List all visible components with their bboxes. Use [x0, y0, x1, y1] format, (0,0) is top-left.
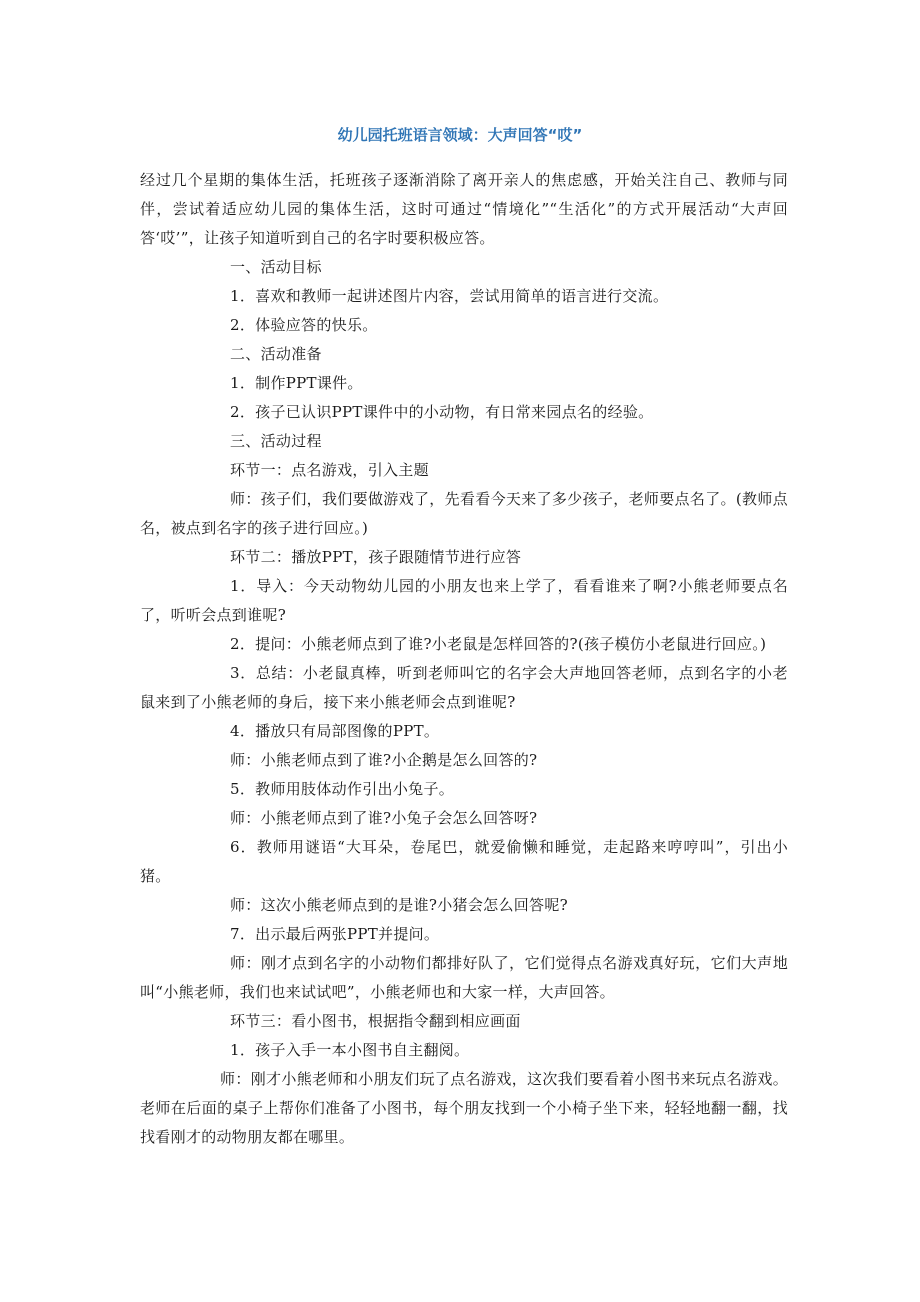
paragraph: 4．播放只有局部图像的PPT。 — [230, 722, 440, 740]
section-heading-goals: 一、活动目标 — [230, 258, 322, 276]
step-heading: 环节二：播放PPT，孩子跟随情节进行应答 — [230, 548, 522, 566]
paragraph: 师：刚才小熊老师和小朋友们玩了点名游戏，这次我们要看着小图书来玩点名游戏。老师在后面的桌子上帮你们准备了小图书，每个朋友找到一个小椅子坐下来，轻轻地翻一翻，找找看刚才的动物朋友都在哪里。 — [140, 1070, 788, 1146]
paragraph: 3．总结：小老鼠真棒，听到老师叫它的名字会大声地回答老师，点到名字的小老鼠来到了小熊老师的身后，接下来小熊老师会点到谁呢? — [140, 664, 788, 711]
paragraph: 师：这次小熊老师点到的是谁?小猪会怎么回答呢? — [230, 896, 568, 914]
paragraph: 师：小熊老师点到了谁?小兔子会怎么回答呀? — [230, 809, 538, 827]
section-heading-preparation: 二、活动准备 — [230, 345, 322, 363]
document-title: 幼儿园托班语言领域：大声回答“哎” — [337, 126, 583, 144]
paragraph: 师：小熊老师点到了谁?小企鹅是怎么回答的? — [230, 751, 538, 769]
list-item: 1．喜欢和教师一起讲述图片内容，尝试用简单的语言进行交流。 — [230, 287, 669, 305]
list-item: 2．体验应答的快乐。 — [230, 316, 378, 334]
paragraph: 师：孩子们，我们要做游戏了，先看看今天来了多少孩子，老师要点名了。(教师点名，被点到名字的孩子进行回应。) — [140, 490, 788, 537]
step-heading: 环节三：看小图书，根据指令翻到相应画面 — [230, 1012, 521, 1030]
list-item: 2．孩子已认识PPT课件中的小动物，有日常来园点名的经验。 — [230, 403, 654, 421]
paragraph: 1．孩子入手一本小图书自主翻阅。 — [230, 1041, 470, 1059]
paragraph: 1．导入：今天动物幼儿园的小朋友也来上学了，看看谁来了啊?小熊老师要点名了，听听会点到谁呢? — [140, 577, 788, 624]
paragraph: 师：刚才点到名字的小动物们都排好队了，它们觉得点名游戏真好玩，它们大声地叫“小熊老师，我们也来试试吧”，小熊老师也和大家一样，大声回答。 — [140, 954, 788, 1001]
section-heading-process: 三、活动过程 — [230, 432, 322, 450]
paragraph: 7．出示最后两张PPT并提问。 — [230, 925, 440, 943]
intro-paragraph: 经过几个星期的集体生活，托班孩子逐渐消除了离开亲人的焦虑感，开始关注自己、教师与同伴，尝试着适应幼儿园的集体生活，这时可通过“情境化”“生活化”的方式开展活动“大声回答‘哎’”，让孩子知道听到自己的名字时要积极应答。 — [140, 171, 788, 247]
step-heading: 环节一：点名游戏，引入主题 — [230, 461, 429, 479]
document-body — [140, 166, 788, 1152]
paragraph: 5．教师用肢体动作引出小兔子。 — [230, 780, 455, 798]
list-item: 1．制作PPT课件。 — [230, 374, 363, 392]
paragraph: 2．提问：小熊老师点到了谁?小老鼠是怎样回答的?(孩子模仿小老鼠进行回应。) — [230, 635, 767, 653]
paragraph: 6．教师用谜语“大耳朵，卷尾巴，就爱偷懒和睡觉，走起路来哼哼叫”，引出小猪。 — [140, 838, 788, 885]
